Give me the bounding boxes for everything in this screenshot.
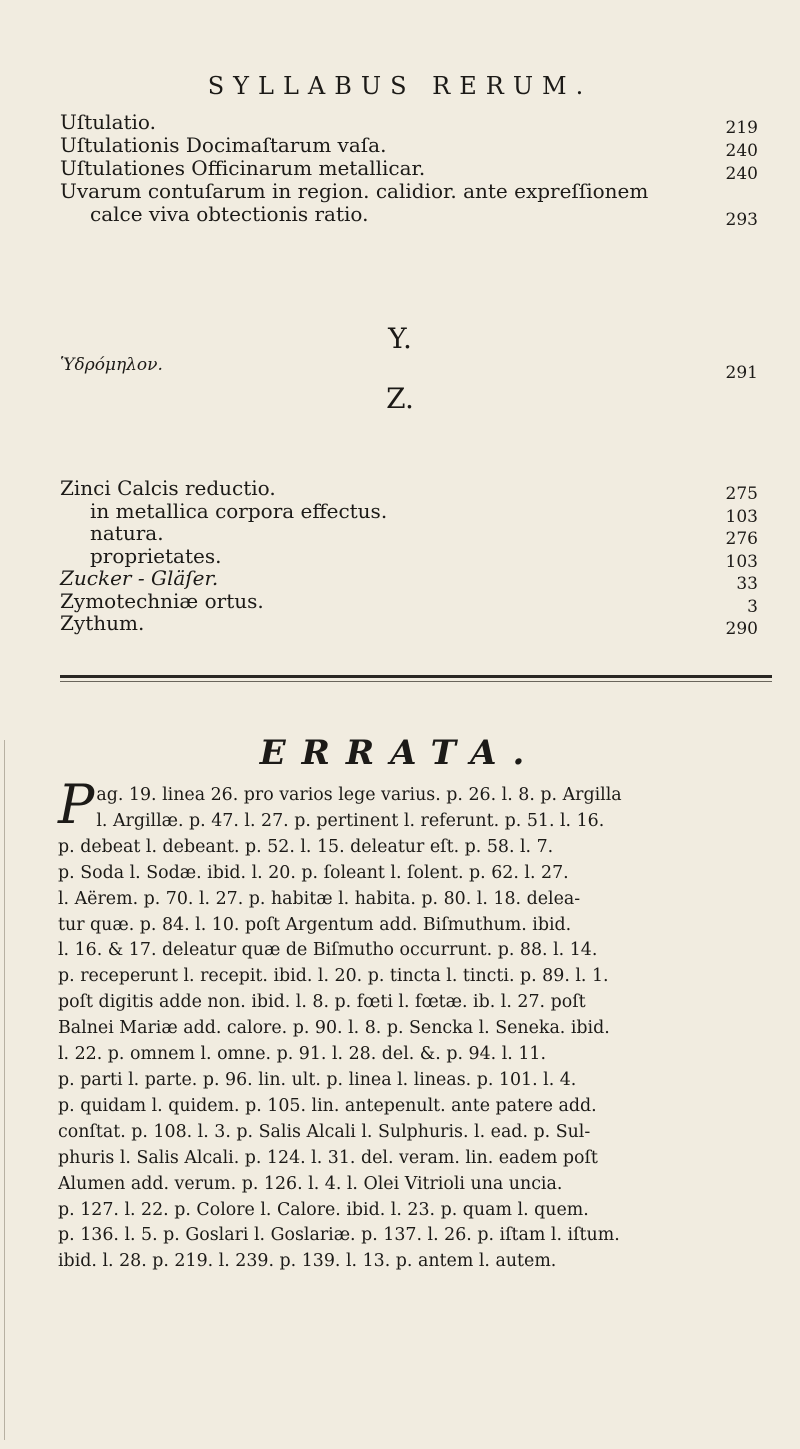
sec-z-page-number: 103 — [725, 551, 758, 572]
errata-line: p. receperunt l. recepit. ibid. l. 20. p. tincta l. tincti. p. 89. l. 1. — [58, 966, 609, 987]
errata-line: p. 136. l. 5. p. Goslari l. Goslariæ. p. 137. l. 26. p. iſtam l. iſtum. — [58, 1225, 620, 1246]
errata-title: ERRATA. — [259, 733, 541, 773]
sec-y-entry-text: Ὑδρόμηλον. — [60, 355, 163, 375]
sec-z-page-number: 290 — [725, 619, 758, 639]
errata-line: Alumen add. verum. p. 126. l. 4. l. Olei Vitrioli una uncia. — [58, 1173, 563, 1194]
sec-u-entry-text: Uvarum contuſarum in region. calidior. ante expreſſionem — [60, 179, 649, 203]
sec-y-page-number: 291 — [725, 363, 758, 383]
ornamental-rule-thin — [60, 681, 772, 682]
section-letter-z: Z. — [386, 382, 414, 415]
sec-u-entry-text: Uſtulatio. — [60, 110, 156, 134]
sec-u-entry-text: Uſtulationis Docimaſtarum vaſa. — [60, 133, 387, 157]
sec-z-entry-text: in metallica corpora effectus. — [90, 498, 388, 523]
errata-line: Balnei Mariæ add. calore. p. 90. l. 8. p. Sencka l. Seneka. ibid. — [58, 1018, 610, 1039]
errata-line: poſt digitis adde non. ibid. l. 8. p. fœti l. fœtæ. ib. l. 27. poſt — [58, 992, 586, 1013]
sec-u-page-number: 240 — [725, 164, 758, 184]
sec-z-page-number: 275 — [725, 484, 758, 504]
sec-z-page-number: 276 — [725, 529, 758, 549]
errata-line: p. parti l. parte. p. 96. lin. ult. p. linea l. lineas. p. 101. l. 4. — [58, 1069, 577, 1090]
sec-u-page-number: 293 — [725, 210, 758, 230]
errata-line: p. debeat l. debeant. p. 52. l. 15. deleatur eſt. p. 58. l. 7. — [58, 836, 554, 857]
errata-line: conſtat. p. 108. l. 3. p. Salis Alcali l. Sulphuris. l. ead. p. Sul- — [58, 1121, 591, 1142]
section-letter-y: Y. — [388, 322, 412, 355]
errata-line: p. 127. l. 22. p. Colore l. Calore. ibid. l. 23. p. quam l. quem. — [58, 1199, 589, 1220]
errata-line: l. Argillæ. p. 47. l. 27. p. pertinent l. referunt. p. 51. l. 16. — [96, 810, 605, 831]
sec-z-entry-text: Zucker - Gläſer. — [60, 566, 219, 590]
errata-line: l. 22. p. omnem l. omne. p. 91. l. 28. del. &. p. 94. l. 11. — [58, 1044, 546, 1065]
sec-z-page-number: 103 — [725, 506, 758, 527]
errata-line: ag. 19. linea 26. pro varios lege varius. p. 26. l. 8. p. Argilla — [96, 785, 622, 805]
errata-line: p. quidam l. quidem. p. 105. lin. antepenult. ante patere add. — [58, 1095, 597, 1116]
sec-z-entry-text: Zythum. — [60, 611, 145, 635]
ornamental-rule — [60, 675, 772, 678]
sec-z-entry-text: Zinci Calcis reductio. — [60, 476, 276, 500]
sec-u-entry-text: Uſtulationes Officinarum metallicar. — [60, 156, 426, 180]
errata-line: phuris l. Salis Alcali. p. 124. l. 31. del. veram. lin. eadem poſt — [58, 1147, 598, 1168]
page-gutter-line — [4, 740, 5, 1440]
sec-z-entry-text: Zymotechniæ ortus. — [60, 588, 264, 613]
errata-line: l. Aërem. p. 70. l. 27. p. habitæ l. habita. p. 80. l. 18. delea- — [58, 888, 581, 909]
sec-u-page-number: 219 — [725, 118, 758, 138]
errata-line: tur quæ. p. 84. l. 10. poſt Argentum add. Biſmuthum. ibid. — [58, 914, 572, 935]
sec-z-page-number: 3 — [747, 596, 758, 617]
sec-u-entry-text: calce viva obtectionis ratio. — [90, 202, 369, 226]
sec-u-page-number: 240 — [725, 141, 758, 161]
sec-z-entry-text: natura. — [90, 521, 164, 545]
errata-line: ibid. l. 28. p. 219. l. 239. p. 139. l. 13. p. antem l. autem. — [58, 1251, 557, 1272]
errata-line: l. 16. & 17. deleatur quæ de Biſmutho occurrunt. p. 88. l. 14. — [58, 940, 598, 961]
errata-dropcap: P — [58, 773, 95, 836]
running-head: SYLLABUS RERUM. — [207, 72, 593, 100]
sec-z-entry-text: proprietates. — [90, 543, 222, 568]
errata-text — [58, 773, 772, 1275]
sec-z-page-number: 33 — [736, 574, 758, 594]
errata-line: p. Soda l. Sodæ. ibid. l. 20. p. ſoleant l. ſolent. p. 62. l. 27. — [58, 862, 569, 883]
